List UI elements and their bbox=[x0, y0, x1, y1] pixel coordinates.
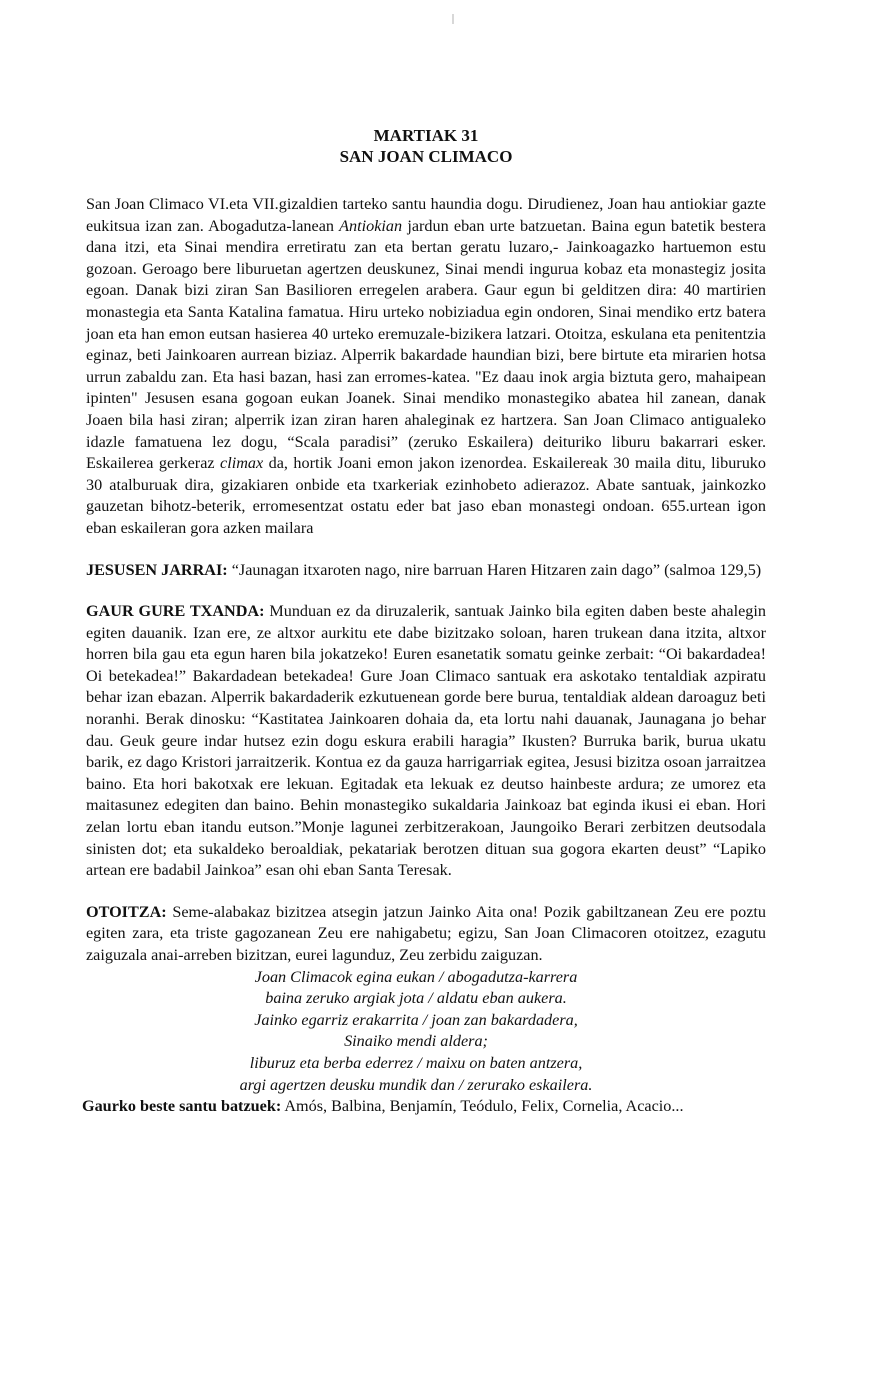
poem-line: argi agertzen deusku mundik dan / zerurako eskailera. bbox=[239, 1075, 593, 1094]
gaur-gure-txanda-section bbox=[86, 601, 766, 882]
otoitza-text: Seme-alabakaz bizitzea atsegin jatzun Jainko Aita ona! Pozik gabiltzanean Zeu ere poztu egiten zara, eta triste gagozanean Zeu ere nahigabetu; egizu, San Joan Climacoren otoitzez, ezagutu zaiguzala anai-arreben bizitzan, eurei lagunduz, Zeu zerbidu zaiguzan. bbox=[86, 902, 766, 964]
other-saints-label: Gaurko beste santu batzuek: bbox=[82, 1097, 282, 1116]
otoitza-label: OTOITZA: bbox=[86, 902, 167, 921]
poem-line: Joan Climacok egina eukan / abogadutza-karrera bbox=[254, 967, 578, 986]
other-saints-text: Amós, Balbina, Benjamín, Teódulo, Felix, Cornelia, Acacio... bbox=[281, 1097, 684, 1116]
biography-text-1: San Joan Climaco VI.eta VII.gizaldien tarteko santu haundia dogu. Dirudienez, Joan hau antiokiar gazte eukitsua izan zan. Abogadutza-lanean bbox=[86, 195, 766, 235]
poem-line: liburuz eta berba ederrez / maixu on baten antzera, bbox=[249, 1053, 583, 1072]
title-block bbox=[86, 125, 766, 167]
page-content bbox=[82, 125, 766, 1118]
poem bbox=[86, 967, 766, 1097]
jesusen-jarrai-label: JESUSEN JARRAI: bbox=[86, 560, 228, 579]
poem-line: baina zeruko argiak jota / aldatu eban aukera. bbox=[265, 989, 567, 1008]
biography-italic-1: Antiokian bbox=[339, 216, 403, 235]
biography-paragraph bbox=[86, 194, 766, 540]
other-saints-line bbox=[82, 1096, 766, 1118]
biography-italic-2: climax bbox=[220, 454, 264, 473]
saint-name-heading: SAN JOAN CLIMACO bbox=[339, 147, 513, 166]
biography-text-2: jardun eban urte batzuetan. Baina egun batetik bestera dana itzi, eta Sinai mendira erretiratu zan eta bertan geratu luzaro,- Jainkoagazko hartuemon estu gozoan. Geroago bere liburuetan agertzen deuskunez, Sinai mendi ingurua kobaz eta monastegiz josita egoan. Danak bizi ziran San Basilioren erregelen arabera. Gaur egun bi gelditzen dira: 40 martirien monastegia eta Santa Katalina famatua. Hiru urteko nobiziadua egin ondoren, Sinai mendiko ertz batera joan eta han emon eutsan hasierea 40 urteko eremuzale-bizikera latzari. Otoitza, eskulana eta penitentzia eginaz, beti Jainkoaren aurrean biziaz. Alperrik bakardade haundian bizi, bere birtute eta mirarien hotsa urrun zabaldu zan. Eta hasi bazan, hasi zan erromes-katea. "Ez daau inok argia biztuta gero, mahaipean ipinten" Jesusen esana gogoan eukan Joanek. Sinai mendiko monastegiko abatea hil zanean, danak Joaen bila hasi ziran; alperrik izan ziran haren ahaleginak ez hartzera. San Joan Climaco antigualeko idazle famatuena lez dogu, “Scala paradisi” (zeruko Eskailera) deituriko liburu bakarrari esker. Eskailerea gerkeraz bbox=[86, 216, 766, 473]
otoitza-section bbox=[86, 902, 766, 967]
date-heading: MARTIAK 31 bbox=[373, 126, 479, 145]
jesusen-jarrai-section bbox=[86, 560, 766, 582]
gaur-gure-txanda-label: GAUR GURE TXANDA: bbox=[86, 602, 265, 621]
gaur-gure-txanda-text: Munduan ez da diruzalerik, santuak Jainko bila egiten daben beste ahalegin egiten dauanik. Izan ere, ze altxor aurkitu ete dabe bizitzako soloan, haren trukean dana itzita, altxor horren bila gau eta egun haren bila jokatzeko! Euren esanetatik somatu geinke zerbait: “Oi bakardadea! Oi betekadea!” Bakardadean betekadea! Gure Joan Climaco santuak era askotako tentaldiak azpiratu behar izan ebazan. Alperrik bakardaderik ezkutuenean gorde bere burua, tentaldiak aldean daroaguz beti noranhi. Berak dinosku: “Kastitatea Jainkoaren dohaia da, eta lortu nahi dauanak, Jaunagana jo behar dau. Geuk geure indar hutsez ezin dogu eskura erabili haragia” Ikusten? Burruka barik, burua ukatu barik, ez dago Kristori jarraitzerik. Kontua ez da gauza harrigarriak egitea, Jesusi bizitza osoan jarraitzea baino. Eta hori bakotxak ere lekuan. Egitadak eta lekuak ez deutso hainbeste ardura; ze umorez eta maitasunez edegiten dan baino. Behin monastegiko sukaldaria Jainkoaz bat eginda ikusi ei eban. Hori zelan lortu eban itandu eutson.”Monje lagunei zerbitzerakoan, Jaungoiko Berari zerbitzen deutsodala sinisten dot; eta sukaldeko beroaldiak, pekatariak berotzen dituan sua gogora ekarten deust” “Lapiko artean ere badabil Jainkoa” esan ohi eban Santa Teresak. bbox=[86, 602, 766, 880]
scan-speck bbox=[452, 14, 454, 24]
biography-text-3: da, hortik Joani emon jakon izenordea. Eskailereak 30 maila ditu, liburuko 30 atalburuak dira, gizakiaren onbide eta txarkeriak ezinhobeto adierazoz. Abate santuak, jainkozko gauzetan bihotz-beterik, erromesentzat ostatu eder bat jaso eban monastegi ondoan. 655.urtean igon eban eskaileran gora azken mailara bbox=[86, 454, 766, 537]
poem-line: Sinaiko mendi aldera; bbox=[344, 1032, 488, 1051]
jesusen-jarrai-text: “Jaunagan itxaroten nago, nire barruan Haren Hitzaren zain dago” (salmoa 129,5) bbox=[227, 560, 762, 579]
poem-line: Jainko egarriz erakarrita / joan zan bakardadera, bbox=[254, 1010, 578, 1029]
